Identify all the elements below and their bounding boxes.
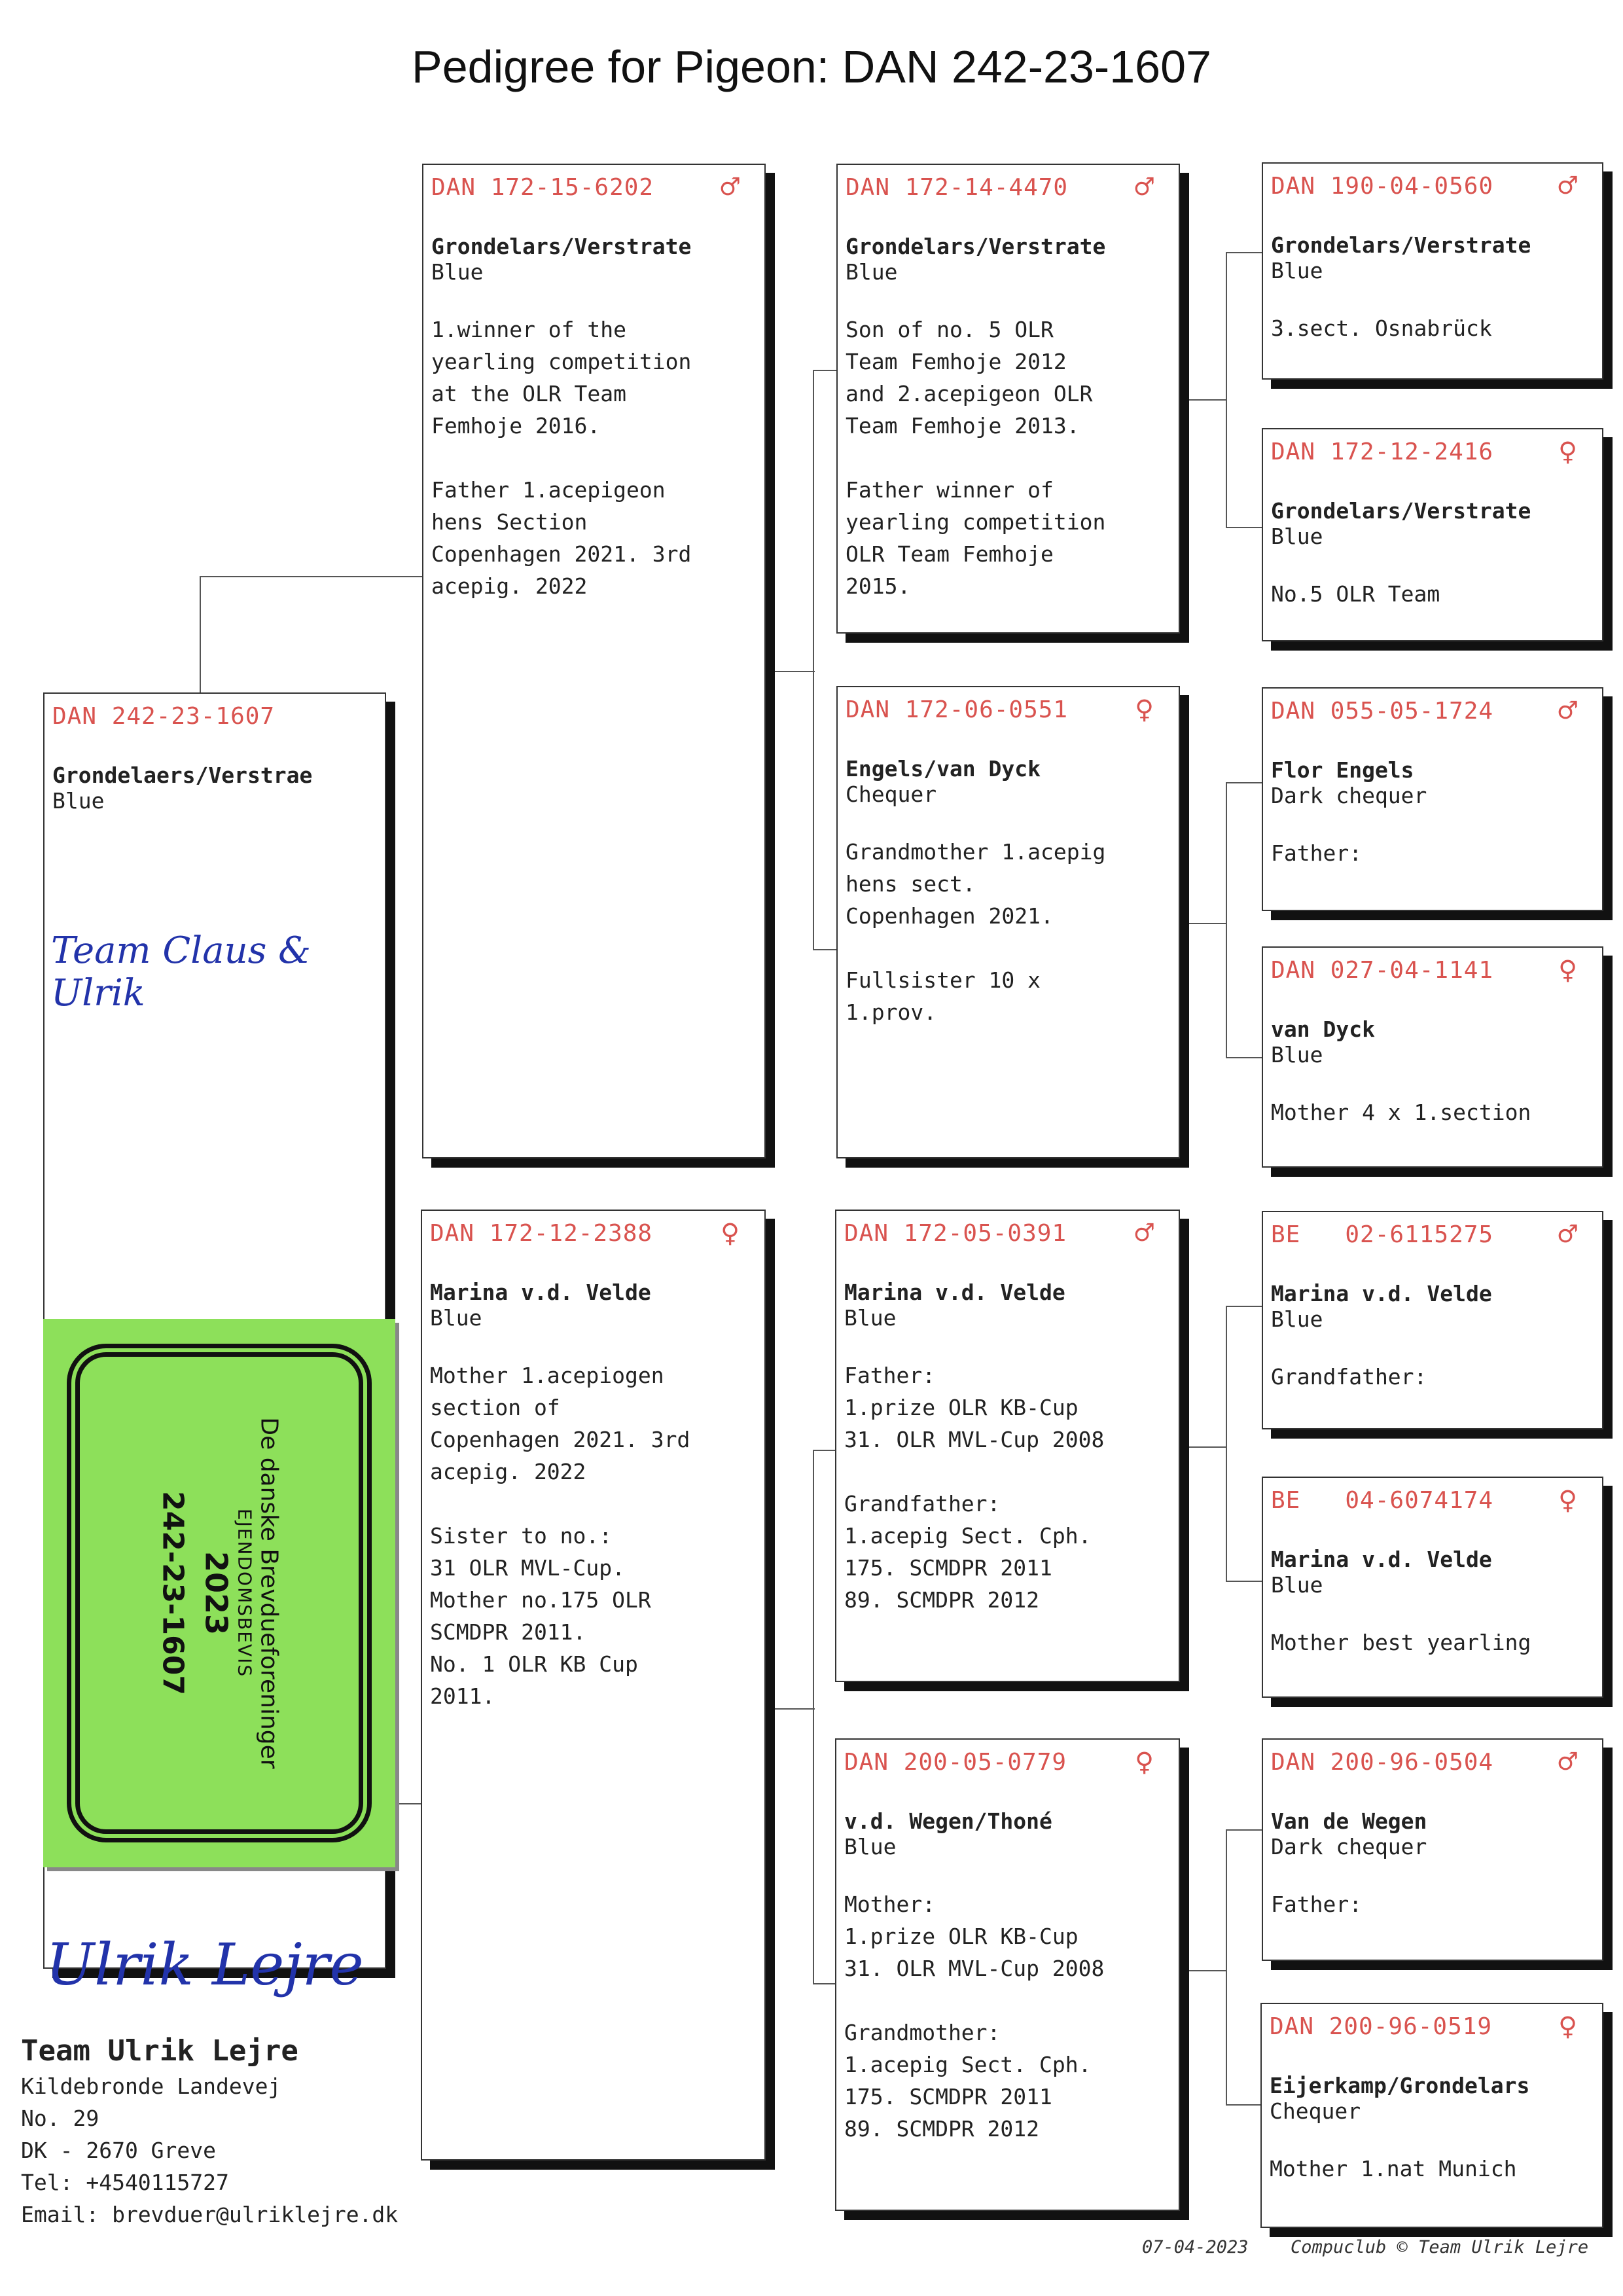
breeder: Marina v.d. Velde bbox=[430, 1280, 651, 1305]
connector bbox=[393, 1803, 422, 1804]
connector bbox=[1226, 2104, 1262, 2106]
great-grandparent-card bbox=[1262, 687, 1603, 911]
connector bbox=[813, 1450, 838, 1451]
breeder: Eijerkamp/Grondelars bbox=[1270, 2073, 1530, 2098]
female-icon: ♀ bbox=[721, 1215, 740, 1251]
breeder: Grondelaers/Verstrae bbox=[52, 762, 313, 788]
plumage-color: Blue bbox=[1271, 1306, 1323, 1332]
connector bbox=[1181, 399, 1227, 401]
footer-credit: Compuclub © Team Ulrik Lejre bbox=[1291, 2237, 1589, 2257]
ring-number: DAN 172-15-6202 bbox=[431, 174, 654, 201]
owner-block bbox=[21, 2032, 398, 2231]
breeder: Marina v.d. Velde bbox=[1271, 1281, 1492, 1306]
ring-number: DAN 200-05-0779 bbox=[844, 1749, 1067, 1776]
connector bbox=[1226, 1829, 1262, 1831]
connector bbox=[1226, 782, 1227, 1057]
male-icon: ♂ bbox=[1558, 692, 1577, 729]
handwritten-note: Team Claus & Ulrik bbox=[51, 929, 312, 1014]
connector bbox=[1226, 1306, 1227, 1581]
plumage-color: Blue bbox=[431, 259, 484, 285]
plumage-color: Blue bbox=[430, 1305, 482, 1331]
breeder: Grondelars/Verstrate bbox=[1271, 232, 1531, 258]
great-grandparent-card bbox=[1262, 1211, 1603, 1429]
female-icon: ♀ bbox=[1135, 691, 1154, 728]
connector bbox=[1226, 252, 1227, 527]
grandparent-card bbox=[836, 686, 1180, 1158]
connector bbox=[813, 949, 838, 950]
ring-number: DAN 200-96-0519 bbox=[1270, 2013, 1493, 2040]
plumage-color: Blue bbox=[52, 788, 105, 814]
connector bbox=[1181, 1446, 1227, 1448]
plumage-color: Chequer bbox=[846, 781, 937, 807]
plumage-color: Blue bbox=[1271, 524, 1323, 549]
ring-number: DAN 172-14-4470 bbox=[846, 174, 1069, 201]
plumage-color: Dark chequer bbox=[1271, 1834, 1427, 1859]
female-icon: ♀ bbox=[1558, 1482, 1577, 1518]
ring-number: BE 02-6115275 bbox=[1271, 1221, 1494, 1248]
grandparent-card bbox=[836, 164, 1180, 634]
plumage-color: Blue bbox=[846, 259, 898, 285]
notes: Mother: 1.prize OLR KB-Cup 31. OLR MVL-Cup 2008 Grandmother: 1.acepig Sect. Cph. 175. SCMDPR 2011 89. SCMDPR 2012 bbox=[844, 1892, 1105, 2142]
print-date: 07-04-2023 bbox=[1142, 2237, 1249, 2257]
ring-number: DAN 172-12-2416 bbox=[1271, 439, 1494, 465]
stamp-organisation: De danske Brevdueforeninger bbox=[255, 1417, 283, 1769]
connector bbox=[200, 576, 422, 577]
stamp-year: 2023 bbox=[198, 1551, 234, 1636]
grandparent-card bbox=[835, 1738, 1180, 2211]
great-grandparent-card bbox=[1262, 1738, 1603, 1961]
connector bbox=[1181, 1970, 1227, 1971]
owner-address-number: No. 29 bbox=[21, 2106, 99, 2131]
female-icon: ♀ bbox=[1558, 952, 1577, 988]
owner-address: Kildebronde Landevej bbox=[21, 2073, 281, 2099]
male-icon: ♂ bbox=[1558, 168, 1577, 204]
grandparent-card bbox=[835, 1210, 1180, 1682]
connector bbox=[1226, 527, 1262, 528]
plumage-color: Blue bbox=[844, 1305, 897, 1331]
connector bbox=[813, 1983, 838, 1984]
connector bbox=[1226, 1306, 1262, 1307]
sire-card bbox=[422, 164, 766, 1158]
connector bbox=[769, 1708, 815, 1710]
plumage-color: Dark chequer bbox=[1271, 783, 1427, 808]
plumage-color: Blue bbox=[844, 1834, 897, 1859]
owner-signature: Ulrik Lejre bbox=[46, 1931, 364, 1998]
breeder: van Dyck bbox=[1271, 1016, 1375, 1042]
notes: Father: bbox=[1271, 840, 1363, 866]
plumage-color: Blue bbox=[1271, 1572, 1323, 1598]
connector bbox=[200, 576, 201, 694]
owner-phone: Tel: +4540115727 bbox=[21, 2170, 229, 2195]
connector bbox=[813, 370, 838, 371]
page-title: Pedigree for Pigeon: DAN 242-23-1607 bbox=[412, 41, 1211, 92]
stamp-subtitle: EJENDOMSBEVIS bbox=[234, 1508, 256, 1678]
great-grandparent-card bbox=[1262, 946, 1603, 1168]
notes: Father: bbox=[1271, 1892, 1363, 1917]
male-icon: ♂ bbox=[721, 169, 740, 206]
plumage-color: Blue bbox=[1271, 1042, 1323, 1067]
female-icon: ♀ bbox=[1558, 433, 1577, 470]
notes: 1.winner of the yearling competition at the OLR Team Femhoje 2016. Father 1.acepigeon hens Section Copenhagen 2021. 3rd acepig. 2022 bbox=[431, 317, 692, 599]
great-grandparent-card bbox=[1262, 1477, 1603, 1698]
ring-number: DAN 172-05-0391 bbox=[844, 1220, 1067, 1247]
connector bbox=[1226, 1829, 1227, 2104]
owner-email: Email: brevduer@ulriklejre.dk bbox=[21, 2202, 399, 2227]
connector bbox=[813, 1450, 814, 1983]
breeder: Marina v.d. Velde bbox=[1271, 1547, 1492, 1572]
female-icon: ♀ bbox=[1135, 1744, 1154, 1780]
breeder: Engels/van Dyck bbox=[846, 756, 1041, 781]
breeder: Flor Engels bbox=[1271, 757, 1414, 783]
great-grandparent-card bbox=[1260, 2003, 1603, 2228]
ring-number: DAN 200-96-0504 bbox=[1271, 1749, 1494, 1776]
breeder: Grondelars/Verstrate bbox=[431, 234, 692, 259]
notes: Mother 4 x 1.section bbox=[1271, 1100, 1531, 1125]
stamp-ring-number: 242-23-1607 bbox=[156, 1490, 190, 1696]
notes: Son of no. 5 OLR Team Femhoje 2012 and 2.acepigeon OLR Team Femhoje 2013. Father winner of yearling competition OLR Team Femhoje 2015. bbox=[846, 317, 1106, 599]
connector bbox=[1181, 923, 1227, 924]
breeder: Van de Wegen bbox=[1271, 1808, 1427, 1834]
ring-number: DAN 055-05-1724 bbox=[1271, 698, 1494, 725]
plumage-color: Chequer bbox=[1270, 2098, 1361, 2124]
connector bbox=[1226, 782, 1262, 783]
ring-number: BE 04-6074174 bbox=[1271, 1487, 1494, 1514]
notes: Mother 1.nat Munich bbox=[1270, 2156, 1517, 2181]
ring-number: DAN 242-23-1607 bbox=[52, 703, 276, 730]
notes: Mother best yearling bbox=[1271, 1630, 1531, 1655]
ring-number: DAN 027-04-1141 bbox=[1271, 957, 1494, 984]
notes: Father: 1.prize OLR KB-Cup 31. OLR MVL-Cup 2008 Grandfather: 1.acepig Sect. Cph. 175. SCMDPR 2011 89. SCMDPR 2012 bbox=[844, 1363, 1105, 1613]
male-icon: ♂ bbox=[1558, 1216, 1577, 1253]
breeder: Marina v.d. Velde bbox=[844, 1280, 1065, 1305]
stamp-text bbox=[156, 1417, 283, 1768]
owner-name: Team Ulrik Lejre bbox=[21, 2034, 298, 2068]
great-grandparent-card bbox=[1262, 428, 1603, 641]
owner-city: DK - 2670 Greve bbox=[21, 2138, 217, 2163]
female-icon: ♀ bbox=[1558, 2008, 1577, 2045]
male-icon: ♂ bbox=[1135, 169, 1154, 206]
connector bbox=[769, 671, 815, 672]
notes: Grandfather: bbox=[1271, 1364, 1427, 1390]
great-grandparent-card bbox=[1262, 162, 1603, 380]
notes: No.5 OLR Team bbox=[1271, 581, 1440, 607]
ownership-certificate-stamp bbox=[43, 1319, 395, 1867]
male-icon: ♂ bbox=[1558, 1744, 1577, 1780]
notes: 3.sect. Osnabrück bbox=[1271, 315, 1492, 341]
plumage-color: Blue bbox=[1271, 258, 1323, 283]
ring-number: DAN 172-12-2388 bbox=[430, 1220, 653, 1247]
notes: Mother 1.acepiogen section of Copenhagen 2021. 3rd acepig. 2022 Sister to no.: 31 OLR MVL-Cup. Mother no.175 OLR SCMDPR 2011. No. 1 OLR KB Cup 2011. bbox=[430, 1363, 690, 1709]
connector bbox=[1226, 1581, 1262, 1582]
breeder: Grondelars/Verstrate bbox=[846, 234, 1106, 259]
connector bbox=[813, 370, 814, 949]
breeder: Grondelars/Verstrate bbox=[1271, 498, 1531, 524]
notes: Grandmother 1.acepig hens sect. Copenhagen 2021. Fullsister 10 x 1.prov. bbox=[846, 839, 1106, 1025]
ring-number: DAN 190-04-0560 bbox=[1271, 173, 1494, 200]
dam-card bbox=[421, 1210, 766, 2161]
breeder: v.d. Wegen/Thoné bbox=[844, 1808, 1052, 1834]
male-icon: ♂ bbox=[1135, 1215, 1154, 1251]
ring-number: DAN 172-06-0551 bbox=[846, 696, 1069, 723]
connector bbox=[1226, 1057, 1262, 1058]
connector bbox=[1226, 252, 1262, 253]
